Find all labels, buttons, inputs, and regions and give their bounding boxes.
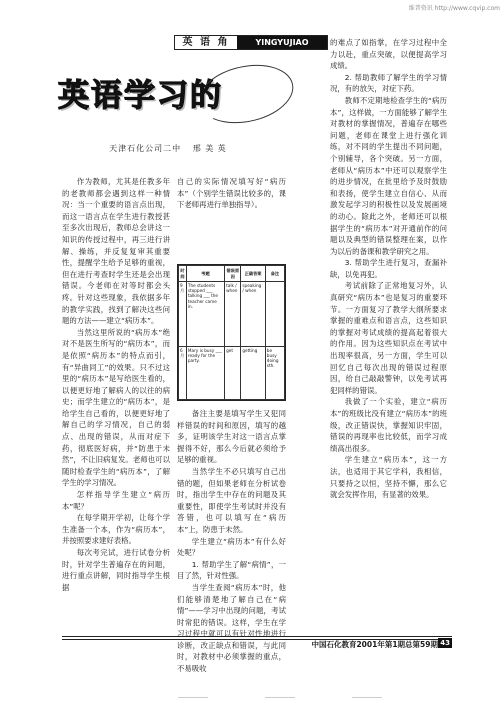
table-cell: speaking / when [241,282,265,347]
author-name: 邢 美 英 [192,144,227,153]
table-header: 考题 [186,266,224,282]
table-cell: talk / when [225,282,241,347]
paragraph: 我做了一个实验，建立“病历本”的班级比没有建立“病历本”的班级，改正错误快，掌握知识牢固，错误的再现率也比较低，而学习成绩高出很多。 [330,397,447,453]
paragraph: 当然学生不必只填写自己出错的题，但如果老师在分析试卷时，指出学生中存在的问题及其重要性，即使学生考试时并没有答错，也可以填写在“病历本”上，防患于未然。 [177,466,286,534]
paragraph: 当学生查阅“病历本”时，他们能够清楚地了解自己在“病情”——学习中出现的问题，考试时常犯的错误。这样，学生在学习过程中就可以有针对性地进行诊断，改正缺点和错误，与此同时，对教材中必须掌握的重点，不易吸收 [177,582,286,674]
author-line [0,143,336,154]
section-tag [174,35,328,50]
table-cell: 9月 [179,282,187,347]
table-cell: getting [241,346,265,399]
error-record-table [177,264,286,401]
title-ring-decoration [193,57,299,132]
table-cell: The students stopped ___ talking ___ the teacher came in. [186,282,224,347]
paragraph: 2. 帮助教师了解学生的学习情况，有的放矢，对症下药。 [330,72,447,94]
paragraph: 1. 帮助学生了解“病情”，一目了然，针对性强。 [177,559,286,581]
paragraph: 3. 帮助学生进行复习，查漏补缺，以免再犯。 [330,258,447,279]
journal-info: 中国石化教育2001年第1期总第59期 [311,640,438,649]
paragraph: 学生建立“病历本”有什么好处呢？ [177,536,286,558]
page-footer [62,636,452,649]
bleed-mark [352,697,382,698]
article-title-block [58,70,248,132]
paragraph: 考试前除了正常地复习外，认真研究“病历本”也是复习的重要环节。一方面复习了教学大纲所要求掌握的重难点和语言点，这些知识的掌握对考试成绩的提高起着很大的作用。因为这些知识点在考试中出现率很高，另一方面，学生可以回忆自己每次出现的错误过程原因，给自己敲敲警钟，以免考试再犯同样的错误。 [330,281,447,395]
faint-bleed-marks [150,697,410,698]
page-number: 43 [440,639,450,647]
table-row [179,346,285,399]
paragraph: 自己的实际情况填写好“病历本”（个别学生错误比较多的，课下老师再进行单独指导）。 [177,177,286,210]
table-row [179,282,285,347]
section-tag-cn: 英 语 角 [175,36,237,49]
table-header: 时间 [179,266,187,282]
table-header-row [179,266,285,282]
paragraph: 备注主要是填写学生又犯同样错误的时间和原因，填写的越多，证明该学生对这一语言点掌握得不好，那么今后就必须给予足够的重视。 [177,409,286,465]
section-tag-en: YINGYUJIAO [237,36,327,49]
paragraph: 作为教师，尤其是任教多年的老教师都会遇到这样一种情况：当一个重要的语言点出现，而这一语言点在学生进行教授甚至多次出现后，教师总会讲这一知识的传授过程中，再三进行讲解、操练，并反复复审其重要性，提醒学生给予足够的重视，但在进行考查时学生还是会出现错误。今老师在对等时都会头疼。针对这些现象，我依据多年的教学实践，找到了解决这些问题的方法——建立“病历本”。 [62,177,170,326]
paragraph: 学生建立“病历本”，这一方法，也适用于其它学科，我相信，只要持之以恒，坚持不懈，那么它就会发挥作用，有显著的效果。 [330,455,447,500]
watermark: 维普资讯 http://www.cqvip.com [408,5,500,12]
paragraph: 怎样指导学生建立“病历本”呢？ [62,490,170,511]
table-cell: be busy doing sth. [265,346,284,399]
table-cell [265,282,284,347]
paragraph: 当然这里所说的“病历本”绝对不是医生所写的“病历本”，而是依照“病历本”的特点而引，有“异曲同工”的效果。只不过这里的“病历本”是写给医生看的，以便更好地了解病人的以往的病史；而学生建立的“病历本”，是给学生自己看的，以便更好地了解自己的学习情况，自己的弱点、出现的错误，从而对症下药，彻底医好病，并“防患于未然”，不让旧病复发。老师也可以随时检查学生的“病历本”，了解学生的学习情况。 [62,327,170,488]
column-1 [62,176,170,593]
table-cell: Mary is busy ___ ready for the party. [186,346,224,399]
table-cell: get [225,346,241,399]
column-2-bottom [177,408,286,675]
article-title: 英语学习的 [58,78,223,114]
table-header: 正确答案 [241,266,265,282]
bleed-mark [265,697,295,698]
column-2-top [177,176,286,211]
column-3 [330,37,447,501]
paragraph: 的难点了如指掌，在学习过程中全力以赴，重点突破，以便提高学习成绩。 [330,38,447,71]
paragraph: 每次考完试，进行试卷分析时，针对学生普遍存在的问题，进行重点讲解，同时指导学生根据 [62,548,170,592]
author-affiliation: 天津石化公司二中 [109,144,182,153]
table-cell: 6月 [179,346,187,399]
table-header: 错误原因 [225,266,241,282]
bleed-mark [178,697,208,698]
paragraph: 在每学期开学初，让每个学生准备一个本，作为“病历本”，并按照要求建好表格。 [62,513,170,546]
paragraph: 教师不定期地检查学生的“病历本”，这样做，一方面能够了解学生对教材的掌握情况，普遍存在哪些问题，老师在课堂上进行强化训练，对不同的学生提出不同问题，个别辅导，各个突破。另一方面，老师从“病历本”中还可以观察学生的进步情况，在批里给予及时鼓励和表扬，使学生建立自信心、从而激发起学习的积极性以及发展画境的动心。除此之外，老师还可以根据学生的“病历本”对开通前作的问题以及典型的错误整理在案，以作为以后的备课和教学研究之用。 [330,95,447,256]
table-header: 备注 [265,266,284,282]
